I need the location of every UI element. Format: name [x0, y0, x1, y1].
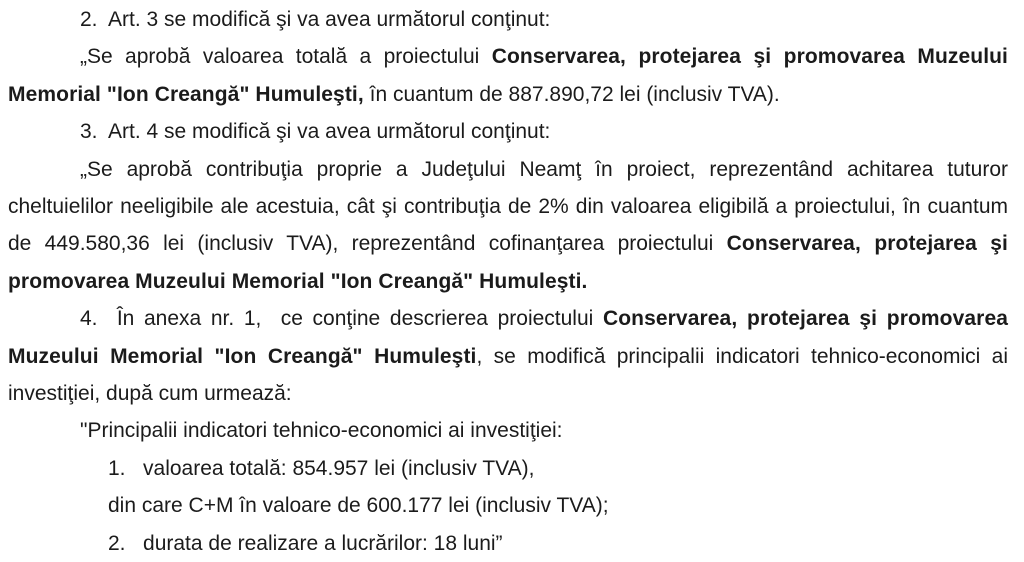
text-run: "Principalii indicatori tehnico-economici ai investiţiei:: [80, 419, 563, 443]
text-line: [8, 151, 1008, 188]
text-run: , se modifică principalii indicatori tehnico-economici ai: [476, 344, 1008, 368]
text-run: investiţiei, după cum urmează:: [8, 382, 292, 406]
text-run: 4. În anexa nr. 1, ce conţine descrierea proiectului: [80, 307, 603, 331]
bold-text-run: Muzeului Memorial "Ion Creangă" Humuleşti: [8, 344, 477, 368]
text-run: 2. durata de realizare a lucrărilor: 18 luni”: [108, 531, 503, 555]
bold-text-run: Memorial "Ion Creangă" Humuleşti,: [8, 82, 364, 106]
text-line: [8, 1, 1008, 38]
text-line: [8, 225, 1008, 262]
text-line: [8, 188, 1008, 225]
text-run: din care C+M în valoare de 600.177 lei (inclusiv TVA);: [108, 494, 609, 518]
text-line: [8, 38, 1008, 75]
text-line: [8, 338, 1008, 375]
text-line: [8, 412, 1008, 449]
text-run: „Se aprobă valoarea totală a proiectului: [80, 45, 492, 69]
text-line: [8, 487, 1008, 524]
text-run: „Se aprobă contribuţia proprie a Judeţului Neamţ în proiect, reprezentând achitarea tuturor: [80, 157, 1008, 181]
bold-text-run: Conservarea, protejarea şi: [726, 232, 1008, 256]
bold-text-run: promovarea Muzeului Memorial "Ion Creangă" Humuleşti.: [8, 269, 588, 293]
bold-text-run: Conservarea, protejarea şi promovarea Muzeului: [491, 45, 1008, 69]
text-run: 3. Art. 4 se modifică şi va avea următorul conţinut:: [80, 120, 551, 144]
text-run: în cuantum de 887.890,72 lei (inclusiv TVA).: [363, 82, 780, 106]
text-run: cheltuielilor neeligibile ale acestuia, cât şi contribuţia de 2% din valoarea eligibilă a proiectului, în cuantum: [8, 195, 1008, 219]
text-line: [8, 525, 1008, 562]
text-run: 1. valoarea totală: 854.957 lei (inclusiv TVA),: [108, 456, 535, 480]
text-line: [8, 375, 1008, 412]
text-line: [8, 450, 1008, 487]
text-run: 2. Art. 3 se modifică şi va avea următorul conţinut:: [80, 8, 551, 31]
text-line: [8, 113, 1008, 150]
text-line: [8, 300, 1008, 337]
text-line: [8, 263, 1008, 300]
bold-text-run: Conservarea, protejarea şi promovarea: [602, 307, 1008, 331]
text-run: de 449.580,36 lei (inclusiv TVA), reprezentând cofinanţarea proiectului: [8, 232, 727, 256]
text-line: [8, 76, 1008, 113]
